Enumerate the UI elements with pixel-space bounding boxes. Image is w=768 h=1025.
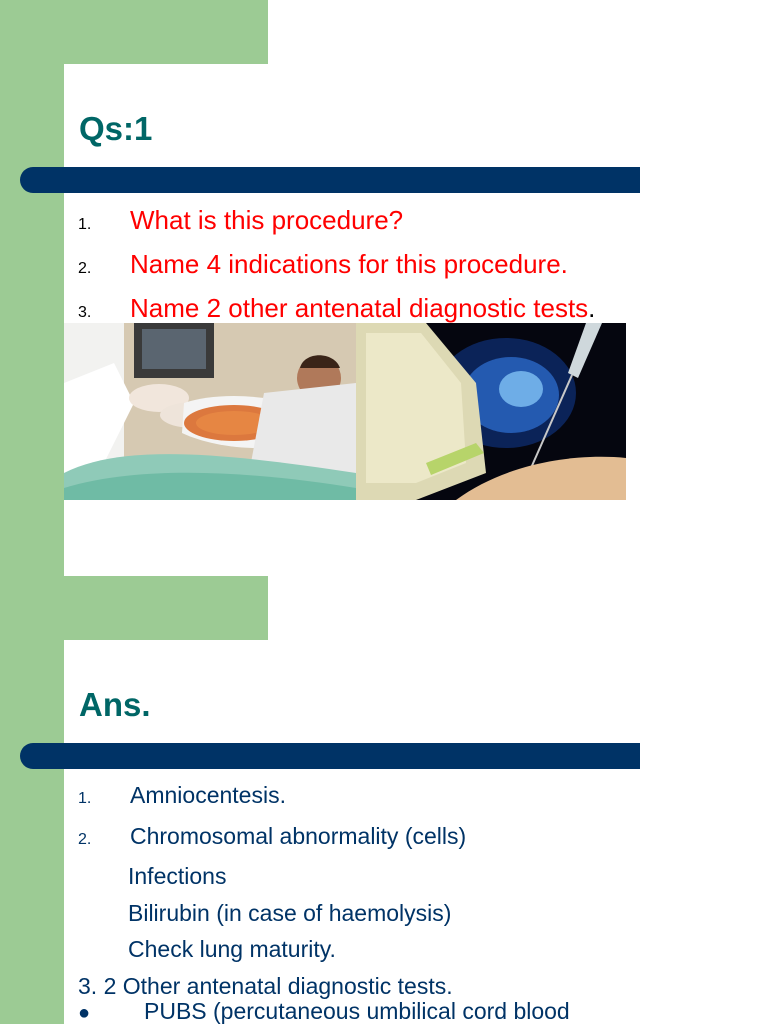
title-divider-bar	[20, 743, 640, 769]
amniocentesis-scene-image	[64, 323, 356, 500]
procedure-photo	[64, 323, 356, 500]
green-side-strip	[0, 0, 64, 576]
ultrasound-probe-image	[356, 323, 626, 500]
answer-subitem: Bilirubin (in case of haemolysis)	[128, 899, 452, 926]
answer-subitem: Check lung maturity.	[128, 936, 336, 962]
question-text: What is this procedure?	[130, 205, 404, 235]
question-text: Name 4 indications for this procedure.	[130, 249, 568, 279]
slide-title: Qs:1	[79, 110, 153, 147]
question-number: 1.	[78, 216, 92, 233]
answer-text: Chromosomal abnormality (cells)	[130, 822, 467, 849]
question-text: Name 2 other antenatal diagnostic tests	[130, 293, 589, 323]
title-divider-bar	[20, 167, 640, 193]
answer-item	[78, 818, 466, 859]
ultrasound-needle-photo	[356, 323, 626, 500]
question-item	[78, 246, 595, 290]
question-period: .	[588, 293, 596, 323]
bullet-text: PUBS (percutaneous umbilical cord blood	[144, 998, 570, 1024]
green-side-strip	[0, 576, 64, 1024]
slide-title: Ans.	[79, 686, 151, 723]
bullet-glyph: ●	[78, 1002, 91, 1024]
answer-text: Amniocentesis.	[130, 782, 286, 808]
question-item	[78, 202, 595, 246]
question-number: 2.	[78, 260, 92, 277]
answer-list	[78, 777, 466, 1004]
answer-number: 2.	[78, 830, 92, 848]
answer-item: 3. 2 Other antenatal diagnostic tests.	[78, 972, 453, 999]
question-list	[78, 202, 595, 334]
answer-bullet-item	[78, 998, 570, 1025]
answer-subitem: Infections	[128, 863, 227, 889]
answer-item	[78, 777, 466, 818]
question-number: 3.	[78, 304, 92, 321]
answer-number: 1.	[78, 790, 92, 807]
